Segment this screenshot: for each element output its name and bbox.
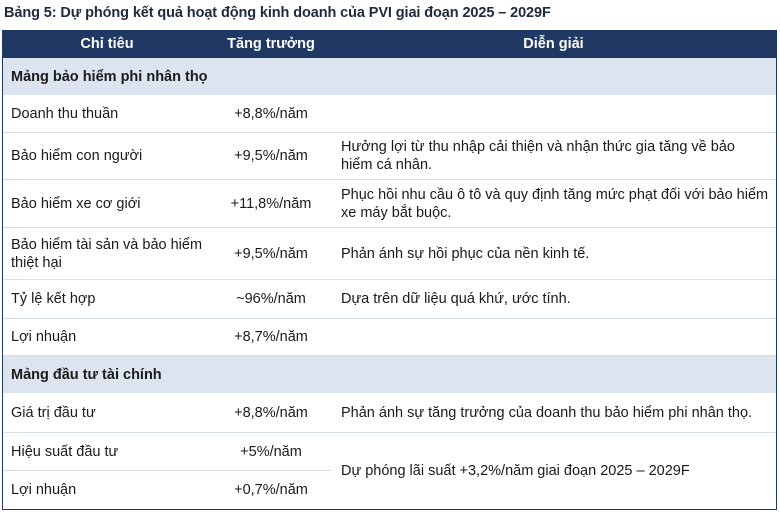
row-metric: Lợi nhuận <box>11 482 77 498</box>
row-growth: +8,8%/năm <box>234 105 308 122</box>
table-row <box>3 280 776 319</box>
row-note <box>331 95 776 132</box>
row-metric: Bảo hiểm xe cơ giới <box>11 195 141 212</box>
merged-left <box>3 433 331 509</box>
header-metric: Chỉ tiêu <box>80 36 134 52</box>
table-row <box>3 133 776 180</box>
section-title: Mảng bảo hiểm phi nhân thọ <box>3 58 776 95</box>
row-metric: Doanh thu thuần <box>11 105 119 122</box>
row-metric: Bảo hiểm con người <box>11 148 143 164</box>
table-row <box>3 95 776 133</box>
section-title: Mảng đầu tư tài chính <box>3 356 776 393</box>
table-row <box>3 393 776 433</box>
row-metric: Lợi nhuận <box>11 329 77 345</box>
row-note: Phục hồi nhu cầu ô tô và quy định tăng mức phạt đối với bảo hiểm xe máy bắt buộc. <box>341 186 769 221</box>
row-note: Phản ánh sự tăng trưởng của doanh thu bảo hiểm phi nhân thọ. <box>341 404 753 421</box>
merged-row-group <box>3 433 776 510</box>
row-metric: Tỷ lệ kết hợp <box>11 291 96 307</box>
table-row <box>3 180 776 228</box>
table-row <box>3 319 776 356</box>
row-growth: +5%/năm <box>240 443 302 460</box>
forecast-table <box>2 30 777 510</box>
header-note: Diễn giải <box>523 36 584 52</box>
table-caption: Bảng 5: Dự phóng kết quả hoạt động kinh doanh của PVI giai đoạn 2025 – 2029F <box>4 5 551 21</box>
table-row <box>3 228 776 280</box>
row-growth: +8,8%/năm <box>234 404 308 421</box>
row-growth: +0,7%/năm <box>234 482 308 498</box>
table-header <box>3 30 776 58</box>
row-metric: Bảo hiểm tài sản và bảo hiểm thiệt hại <box>11 236 203 271</box>
row-growth: +9,5%/năm <box>234 245 308 262</box>
row-growth: ~96%/năm <box>236 291 306 307</box>
row-growth: +8,7%/năm <box>234 329 308 345</box>
row-growth: +9,5%/năm <box>234 148 308 164</box>
row-note <box>331 319 776 355</box>
row-note: Hưởng lợi từ thu nhập cải thiện và nhận thức gia tăng về bảo hiểm cá nhân. <box>341 139 735 173</box>
row-metric: Giá trị đầu tư <box>11 404 96 421</box>
merged-note: Dự phóng lãi suất +3,2%/năm giai đoạn 2025 – 2029F <box>341 463 690 479</box>
table-row <box>3 433 331 471</box>
row-note: Phản ánh sự hồi phục của nền kinh tế. <box>341 245 590 262</box>
row-note: Dựa trên dữ liệu quá khứ, ước tính. <box>341 291 571 307</box>
row-growth: +11,8%/năm <box>230 195 312 212</box>
header-growth: Tăng trưởng <box>227 36 315 52</box>
row-metric: Hiệu suất đầu tư <box>11 443 119 460</box>
table-row <box>3 471 331 509</box>
